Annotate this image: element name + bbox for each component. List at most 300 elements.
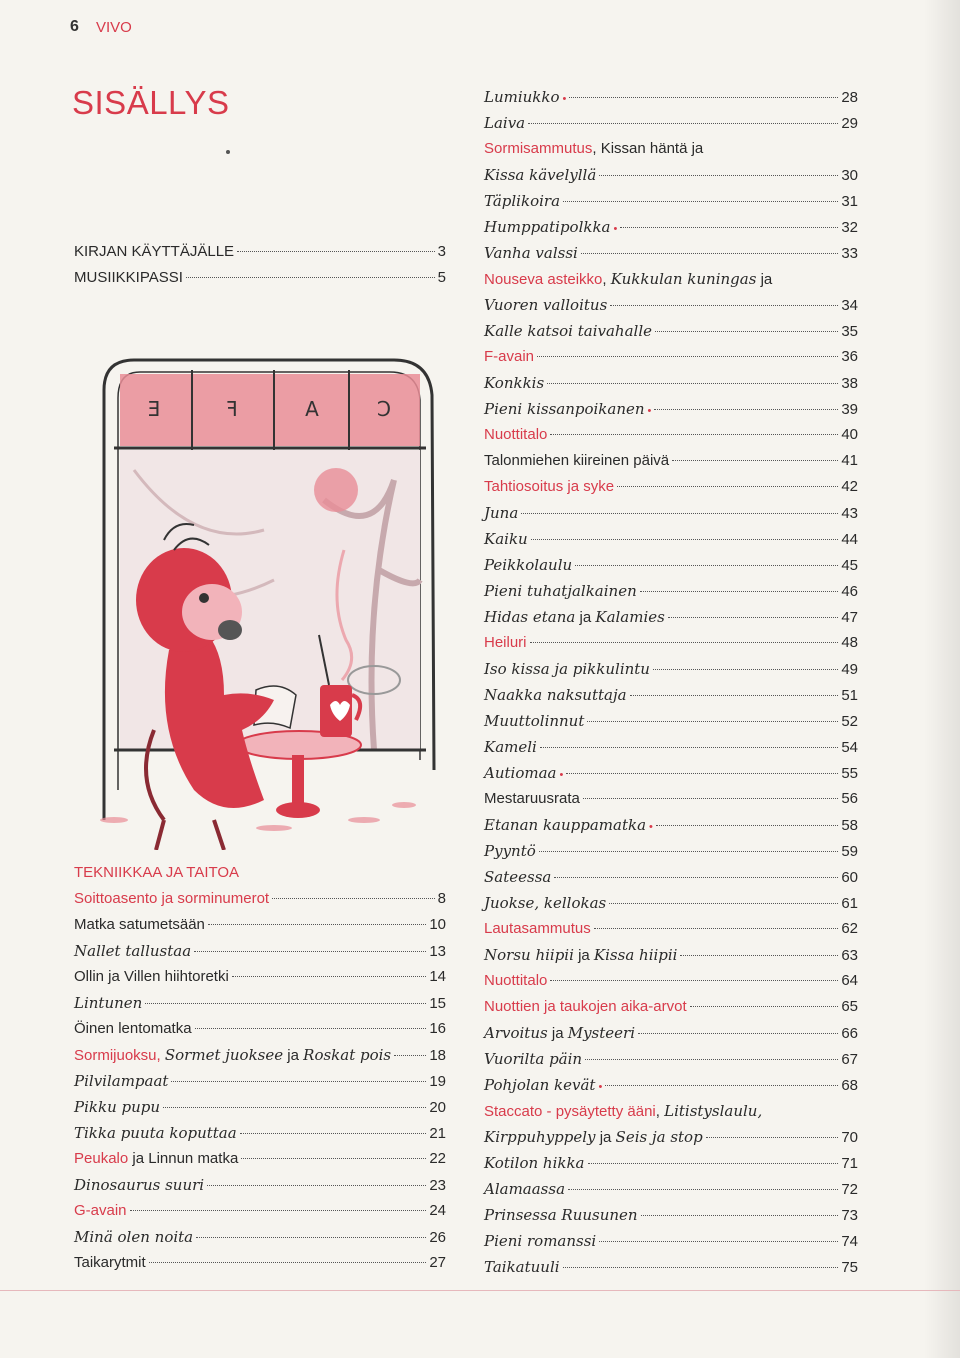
entry-title-part: Vuorilta päin — [484, 1050, 583, 1068]
entry-title — [484, 1098, 762, 1125]
entry-title-part: Norsu hiipii — [484, 946, 574, 964]
entry-title-part: , — [602, 271, 611, 288]
entry-page-number: 30 — [841, 167, 858, 184]
entry-page-number: 47 — [841, 609, 858, 626]
entry-page-number: 55 — [841, 765, 858, 782]
dot-leader — [599, 1241, 838, 1242]
dot-leader — [594, 928, 839, 929]
entry-title-part: Sormet juoksee — [164, 1046, 284, 1064]
entry-title-part: Pilvilampaat — [74, 1072, 169, 1090]
dot-leader — [588, 1163, 839, 1164]
entry-title-part: Vuoren valloitus — [484, 296, 608, 314]
toc-entry — [484, 136, 858, 162]
dot-leader — [566, 773, 838, 774]
toc-entry — [484, 942, 858, 968]
audio-bullet-icon: • — [649, 821, 653, 833]
dot-leader — [620, 227, 838, 228]
dot-leader — [194, 951, 426, 952]
toc-entry — [484, 682, 858, 708]
entry-page-number: 10 — [429, 916, 446, 933]
toc-entry — [74, 1042, 446, 1068]
entry-title — [484, 604, 665, 631]
entry-title-part: Sormijuoksu, — [74, 1047, 165, 1064]
entry-title-part: Dinosaurus suuri — [74, 1176, 205, 1194]
entry-title-part: , — [655, 1103, 665, 1120]
dot-leader — [186, 277, 435, 278]
dot-leader — [145, 1003, 426, 1004]
toc-entry — [484, 890, 858, 916]
entry-title — [484, 396, 651, 424]
entry-page-number: 40 — [841, 426, 858, 443]
left-contents-column — [74, 860, 446, 1276]
toc-entry — [484, 968, 858, 994]
entry-title — [74, 1224, 193, 1251]
entry-page-number: 63 — [841, 947, 858, 964]
entry-title-part: KIRJAN KÄYTTÄJÄLLE — [74, 243, 235, 260]
dot-leader — [656, 825, 838, 826]
entry-page-number: 52 — [841, 713, 858, 730]
entry-title-part: Sateessa — [484, 868, 552, 886]
entry-title-part: ja — [756, 271, 773, 288]
toc-entry — [484, 1228, 858, 1254]
intro-entry — [74, 265, 446, 291]
toc-entry — [484, 656, 858, 682]
entry-title-part: Peukalo — [74, 1150, 129, 1167]
audio-bullet-icon: • — [613, 223, 618, 235]
dot-leader — [655, 331, 838, 332]
entry-title — [484, 136, 703, 162]
toc-entry — [484, 448, 858, 474]
entry-title-part: Alamaassa — [484, 1180, 566, 1198]
dot-leader — [638, 1033, 838, 1034]
dot-leader — [605, 1085, 838, 1086]
window-letter: C — [377, 397, 391, 421]
dot-leader — [654, 409, 838, 410]
entry-title-part: Lintunen — [74, 994, 143, 1012]
toc-entry — [74, 1120, 446, 1146]
entry-page-number: 58 — [841, 817, 858, 834]
entry-title — [74, 1172, 204, 1199]
entry-title — [484, 188, 560, 215]
dot-leader — [563, 1267, 839, 1268]
entry-title — [484, 916, 591, 942]
entry-title — [484, 942, 677, 969]
toc-entry — [74, 1094, 446, 1120]
dot-leader — [690, 1006, 839, 1007]
entry-page-number: 22 — [429, 1150, 446, 1167]
entry-title — [484, 760, 563, 788]
entry-title-part: Etanan kauppamatka — [484, 816, 647, 834]
entry-page-number: 33 — [841, 245, 858, 262]
audio-bullet-icon: • — [647, 405, 652, 417]
entry-title-part: Arvoitus — [484, 1024, 548, 1042]
toc-entry — [74, 1146, 446, 1172]
entry-title — [484, 890, 606, 917]
dot-leader — [240, 1133, 427, 1134]
toc-entry — [484, 708, 858, 734]
entry-page-number: 26 — [429, 1229, 446, 1246]
entry-page-number: 5 — [437, 269, 446, 286]
entry-title — [484, 682, 627, 709]
dot-leader — [569, 97, 838, 98]
entry-title-part: Soittoasento ja sorminumerot — [74, 890, 270, 907]
entry-title — [484, 266, 772, 293]
dot-leader — [171, 1081, 426, 1082]
entry-title-part: Juna — [484, 504, 519, 522]
toc-entry — [484, 292, 858, 318]
toc-entry — [74, 1198, 446, 1224]
toc-entry — [484, 1124, 858, 1150]
entry-page-number: 41 — [841, 452, 858, 469]
entry-page-number: 67 — [841, 1051, 858, 1068]
toc-entry — [484, 734, 858, 760]
toc-entry — [74, 886, 446, 912]
entry-title — [484, 1202, 638, 1229]
entry-title-part: Roskat pois — [303, 1046, 392, 1064]
entry-title — [74, 1042, 391, 1069]
entry-title-part: Matka satumetsään — [74, 916, 205, 933]
entry-title-part: Vanha valssi — [484, 244, 578, 262]
dot-leader — [554, 877, 838, 878]
entry-title — [484, 1020, 635, 1047]
entry-page-number: 29 — [841, 115, 858, 132]
toc-entry — [484, 994, 858, 1020]
toc-entry — [484, 1046, 858, 1072]
entry-title-part: Taikatuuli — [484, 1258, 560, 1276]
entry-title — [484, 812, 653, 840]
entry-page-number: 38 — [841, 375, 858, 392]
entry-title — [484, 84, 566, 112]
entry-title — [74, 964, 229, 990]
window-letter: E — [147, 397, 161, 421]
toc-entry — [74, 912, 446, 938]
dot-leader — [581, 253, 838, 254]
toc-entry — [74, 1016, 446, 1042]
toc-entry — [484, 344, 858, 370]
entry-title — [74, 265, 183, 291]
toc-entry — [74, 1224, 446, 1250]
entry-title — [484, 656, 650, 683]
entry-title — [484, 110, 525, 137]
dot-leader — [575, 565, 838, 566]
entry-title — [484, 318, 652, 345]
entry-title-part: Pieni tuhatjalkainen — [484, 582, 637, 600]
entry-title-part: Prinsessa Ruusunen — [484, 1206, 638, 1224]
toc-entry — [484, 604, 858, 630]
toc-entry — [484, 1254, 858, 1280]
audio-bullet-icon: • — [598, 1081, 603, 1093]
toc-entry — [484, 396, 858, 422]
entry-title-part: Staccato - pysäytetty ääni — [484, 1103, 656, 1120]
dot-leader — [163, 1107, 426, 1108]
entry-title-part: Sormisammutus — [484, 140, 593, 157]
entry-title-part: Kissa kävelyllä — [484, 166, 597, 184]
entry-title-part: Talonmiehen kiireinen päivä — [484, 452, 670, 469]
entry-page-number: 21 — [429, 1125, 446, 1142]
dot-leader — [237, 251, 435, 252]
entry-title-part: Autiomaa — [484, 764, 557, 782]
entry-title — [484, 1072, 602, 1100]
entry-page-number: 39 — [841, 401, 858, 418]
entry-title — [484, 1228, 596, 1255]
entry-title — [484, 734, 537, 761]
entry-page-number: 62 — [841, 920, 858, 937]
toc-entry — [484, 474, 858, 500]
toc-entry — [484, 370, 858, 396]
dot-leader — [563, 201, 838, 202]
entry-page-number: 66 — [841, 1025, 858, 1042]
dot-leader — [585, 1059, 838, 1060]
entry-title — [74, 938, 191, 965]
entry-page-number: 34 — [841, 297, 858, 314]
entry-title-part: ja — [575, 609, 596, 626]
entry-title — [74, 1120, 237, 1147]
toc-entry — [484, 812, 858, 838]
entry-title-part: Iso kissa ja pikkulintu — [484, 660, 650, 678]
dot-leader — [530, 642, 839, 643]
dot-leader — [680, 955, 838, 956]
dot-leader — [130, 1210, 427, 1211]
toc-entry — [484, 422, 858, 448]
entry-title-part: Konkkis — [484, 374, 545, 392]
entry-title — [484, 448, 669, 474]
dot-leader — [540, 747, 838, 748]
book-brand: VIVO — [96, 19, 132, 36]
entry-title-part: Nouseva asteikko — [484, 271, 603, 288]
dot-leader — [528, 123, 838, 124]
entry-page-number: 36 — [841, 348, 858, 365]
toc-entry — [74, 1068, 446, 1094]
entry-page-number: 64 — [841, 972, 858, 989]
entry-page-number: 14 — [429, 968, 446, 985]
toc-entry — [484, 1072, 858, 1098]
toc-entry — [484, 1020, 858, 1046]
toc-entry — [484, 1176, 858, 1202]
entry-title-part: Kameli — [484, 738, 537, 756]
entry-page-number: 60 — [841, 869, 858, 886]
entry-title — [484, 1176, 565, 1203]
toc-entry — [484, 760, 858, 786]
entry-page-number: 18 — [429, 1047, 446, 1064]
toc-entry — [484, 552, 858, 578]
entry-page-number: 24 — [429, 1202, 446, 1219]
toc-entry — [484, 1150, 858, 1176]
toc-entry — [484, 110, 858, 136]
toc-entry — [484, 1202, 858, 1228]
toc-entry — [74, 964, 446, 990]
entry-page-number: 74 — [841, 1233, 858, 1250]
dot-leader — [539, 851, 839, 852]
entry-page-number: 31 — [841, 193, 858, 210]
entry-title-part: ja — [283, 1047, 304, 1064]
dot-leader — [394, 1055, 426, 1056]
entry-title — [484, 838, 536, 865]
entry-title-part: Juokse, kellokas — [484, 894, 607, 912]
page-edge-shadow — [924, 0, 960, 1358]
bottom-rule — [0, 1290, 960, 1291]
entry-title-part: Heiluri — [484, 634, 527, 651]
page-title: SISÄLLYS — [72, 84, 230, 121]
entry-page-number: 15 — [429, 995, 446, 1012]
entry-title — [484, 786, 580, 812]
entry-title-part: ja Linnun matka — [128, 1150, 239, 1167]
entry-page-number: 16 — [429, 1020, 446, 1037]
entry-title — [484, 630, 527, 656]
entry-page-number: 23 — [429, 1177, 446, 1194]
toc-entry — [484, 578, 858, 604]
section-heading: TEKNIIKKAA JA TAITOA — [74, 864, 240, 881]
dot-leader — [672, 460, 838, 461]
entry-title — [74, 1094, 160, 1121]
dot-leader — [706, 1137, 839, 1138]
entry-title — [74, 1146, 238, 1172]
toc-entry — [484, 526, 858, 552]
entry-page-number: 13 — [429, 943, 446, 960]
entry-title-part: Öinen lentomatka — [74, 1020, 192, 1037]
dot-leader — [207, 1185, 426, 1186]
entry-title-part: Lautasammutus — [484, 920, 591, 937]
entry-title — [484, 552, 572, 579]
dot-leader — [610, 305, 838, 306]
entry-page-number: 3 — [437, 243, 446, 260]
entry-title — [484, 994, 687, 1020]
dot-leader — [537, 356, 838, 357]
entry-title-part: Pieni kissanpoikanen — [484, 400, 645, 418]
entry-page-number: 20 — [429, 1099, 446, 1116]
entry-title-part: Nuottitalo — [484, 972, 548, 989]
entry-title-part: Kotilon hikka — [484, 1154, 585, 1172]
entry-page-number: 54 — [841, 739, 858, 756]
toc-entry — [484, 1098, 858, 1124]
entry-title-part: Nuottitalo — [484, 426, 548, 443]
entry-title-part: ja — [547, 1025, 568, 1042]
window-letter: A — [305, 397, 319, 421]
entry-title-part: F-avain — [484, 348, 535, 365]
entry-page-number: 59 — [841, 843, 858, 860]
entry-title-part: Kukkulan kuningas — [610, 270, 757, 288]
window-letter: F — [226, 397, 238, 421]
entry-title — [484, 422, 547, 448]
entry-title — [74, 1250, 146, 1276]
entry-title — [74, 1016, 192, 1042]
entry-title — [484, 1150, 585, 1177]
entry-title-part: Hidas etana — [484, 608, 576, 626]
toc-entry — [484, 214, 858, 240]
entry-title-part: Pieni romanssi — [484, 1232, 597, 1250]
toc-entry — [484, 500, 858, 526]
entry-title-part: Tahtiosoitus ja syke — [484, 478, 615, 495]
entry-title-part: Kaiku — [484, 530, 528, 548]
entry-title-part: Ollin ja Villen hiihtoretki — [74, 968, 229, 985]
entry-title — [484, 1046, 582, 1073]
entry-title — [484, 292, 607, 319]
dot-leader — [640, 591, 839, 592]
entry-page-number: 65 — [841, 998, 858, 1015]
toc-entry — [484, 630, 858, 656]
entry-title-part: Kirppuhyppely — [484, 1128, 596, 1146]
dot-leader — [653, 669, 838, 670]
entry-title-part: G-avain — [74, 1202, 127, 1219]
entry-page-number: 8 — [437, 890, 446, 907]
entry-title — [484, 344, 534, 370]
entry-title — [484, 162, 596, 189]
entry-title-part: Humppatipolkka — [484, 218, 611, 236]
entry-title-part: Litistyslaulu, — [664, 1102, 763, 1120]
entry-title — [484, 500, 518, 527]
entry-title — [484, 526, 528, 553]
dot-leader — [208, 924, 426, 925]
entry-title-part: Laiva — [484, 114, 526, 132]
entry-title-part: Pohjolan kevät — [484, 1076, 596, 1094]
dot-leader — [531, 539, 839, 540]
dot-leader — [272, 898, 435, 899]
dot-leader — [550, 980, 838, 981]
dot-leader — [609, 903, 838, 904]
toc-entry — [484, 240, 858, 266]
entry-title-part: Taikarytmit — [74, 1254, 146, 1271]
entry-title — [484, 708, 584, 735]
entry-title — [484, 240, 578, 267]
entry-title — [74, 1068, 168, 1095]
entry-page-number: 19 — [429, 1073, 446, 1090]
toc-entry — [484, 266, 858, 292]
audio-bullet-icon: • — [562, 93, 567, 105]
decorative-dot — [226, 150, 230, 154]
toc-entry — [484, 318, 858, 344]
entry-page-number: 45 — [841, 557, 858, 574]
toc-entry — [74, 1250, 446, 1276]
toc-entry — [484, 916, 858, 942]
intro-entry — [74, 239, 446, 265]
entry-title-part: Naakka naksuttaja — [484, 686, 627, 704]
entry-title-part: , Kissan häntä ja — [592, 140, 704, 157]
dot-leader — [583, 798, 838, 799]
dot-leader — [196, 1237, 426, 1238]
entry-page-number: 73 — [841, 1207, 858, 1224]
dot-leader — [587, 721, 838, 722]
dot-leader — [617, 486, 838, 487]
audio-bullet-icon: • — [559, 769, 564, 781]
entry-title — [484, 370, 544, 397]
entry-title-part: Lumiukko — [484, 88, 560, 106]
entry-title — [74, 239, 234, 265]
dot-leader — [668, 617, 838, 618]
entry-page-number: 72 — [841, 1181, 858, 1198]
dot-leader — [521, 513, 838, 514]
toc-entry — [484, 188, 858, 214]
entry-page-number: 42 — [841, 478, 858, 495]
entry-title-part: MUSIIKKIPASSI — [74, 269, 183, 286]
entry-page-number: 56 — [841, 790, 858, 807]
intro-list — [74, 239, 446, 291]
right-contents-column — [484, 84, 858, 1280]
toc-entry — [484, 786, 858, 812]
dot-leader — [550, 434, 838, 435]
entry-title-part: Kissa hiipii — [593, 946, 678, 964]
illustration-mouse-window — [74, 350, 454, 850]
page-number: 6 — [70, 18, 79, 35]
entry-page-number: 71 — [841, 1155, 858, 1172]
dot-leader — [149, 1262, 427, 1263]
toc-entry — [484, 162, 858, 188]
dot-leader — [547, 383, 838, 384]
entry-title — [484, 1124, 703, 1151]
entry-page-number: 61 — [841, 895, 858, 912]
entry-title — [484, 578, 637, 605]
entry-page-number: 28 — [841, 89, 858, 106]
entry-title-part: Nallet tallustaa — [74, 942, 192, 960]
entry-title-part: Seis ja stop — [615, 1128, 703, 1146]
